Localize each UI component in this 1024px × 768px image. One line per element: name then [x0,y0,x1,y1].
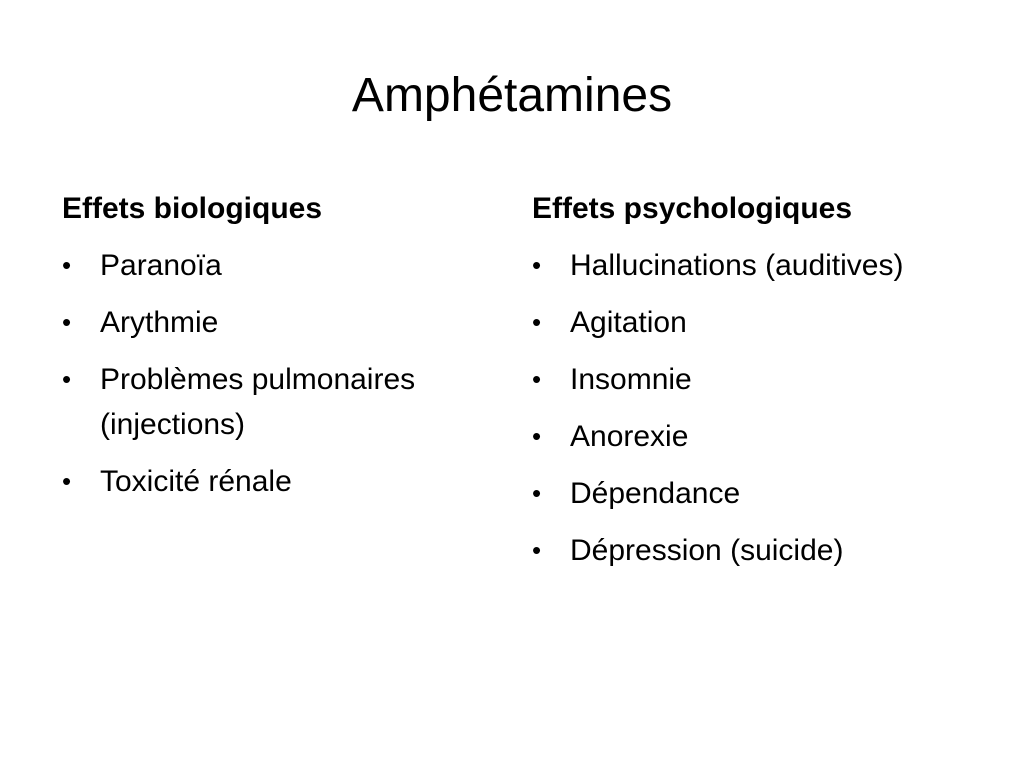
bullet-list-biological [62,243,502,504]
list-item-text: Hallucinations (auditives) [570,249,904,282]
list-item-text: Dépression (suicide) [570,534,844,567]
list-item-text: Anorexie [570,420,689,453]
bullet-icon: • [62,307,72,337]
column-psychological-effects [532,187,972,585]
list-item-text: Paranoïa [100,249,222,282]
list-item-text: Toxicité rénale [100,465,292,498]
bullet-icon: • [532,421,542,451]
bullet-icon: • [62,466,72,496]
list-item [62,300,502,345]
list-item [62,357,502,447]
list-item [532,528,972,573]
list-item-text: Insomnie [570,363,692,396]
bullet-icon: • [62,250,72,280]
column-heading-biological: Effets biologiques [62,192,323,225]
list-item-text: Problèmes pulmonaires (injections) [100,363,416,441]
bullet-icon: • [532,250,542,280]
list-item [532,357,972,402]
bullet-icon: • [532,478,542,508]
bullet-icon: • [62,364,72,394]
column-heading-psychological: Effets psychologiques [532,192,853,225]
list-item-text: Dépendance [570,477,741,510]
list-item [532,471,972,516]
list-item-text: Arythmie [100,306,219,339]
list-item [62,243,502,288]
list-item-text: Agitation [570,306,687,339]
list-item [532,414,972,459]
slide-title: Amphétamines [351,69,673,122]
list-item [532,300,972,345]
bullet-icon: • [532,364,542,394]
list-item [62,459,502,504]
column-biological-effects [62,187,502,516]
list-item [532,243,972,288]
bullet-list-psychological [532,243,972,573]
bullet-icon: • [532,307,542,337]
bullet-icon: • [532,535,542,565]
